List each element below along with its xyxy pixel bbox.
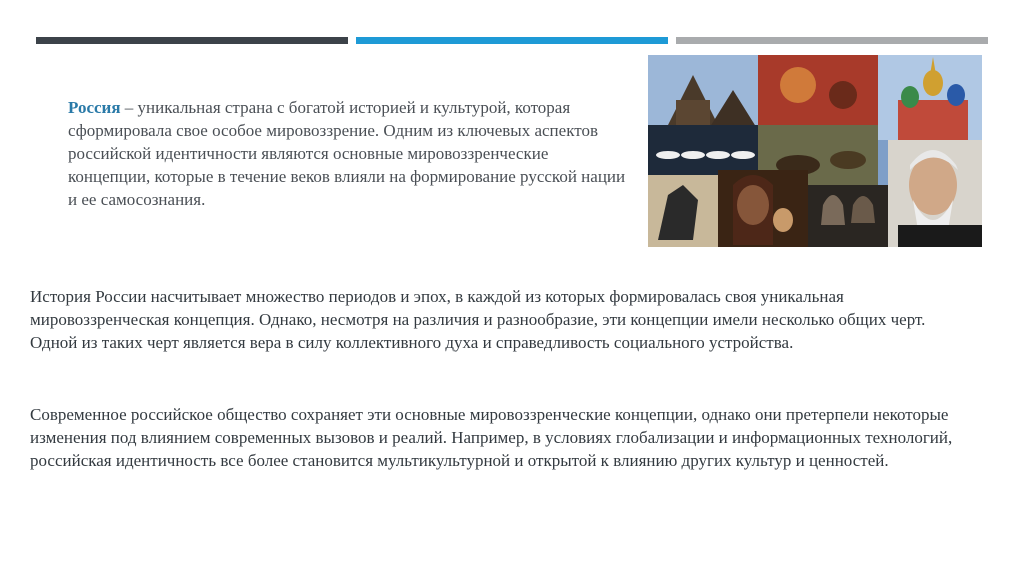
russia-culture-collage-image [648, 55, 982, 247]
accent-bar-dark [36, 37, 348, 44]
intro-lead: Россия [68, 98, 121, 117]
accent-bar-grey [676, 37, 988, 44]
collage-illustration [648, 55, 982, 247]
intro-rest: – уникальная страна с богатой историей и культурой, которая сформировала свое особое мировоззрение. Одним из ключевых аспектов российской идентичности являются основные мировоззренческие концепции, которые в течение веков влияли на формирование русской нации и ее самосознания. [68, 98, 626, 209]
accent-bar-blue [356, 37, 668, 44]
intro-paragraph [68, 96, 628, 211]
history-paragraph: История России насчитывает множество периодов и эпох, в каждой из которых формировалась своя уникальная мировоззренческая концепция. Однако, несмотря на различия и разнообразие, эти концепции имели несколько общих черт. Одной из таких черт является вера в силу коллективного духа и справедливость социального устройства. [30, 287, 926, 352]
modern-society-paragraph: Современное российское общество сохраняет эти основные мировоззренческие концепции, однако они претерпели некоторые изменения под влиянием современных вызовов и реалий. Например, в условиях глобализации и информационных технологий, российская идентичность все более становится мультикультурной и открытой к влиянию других культур и ценностей. [30, 405, 953, 470]
